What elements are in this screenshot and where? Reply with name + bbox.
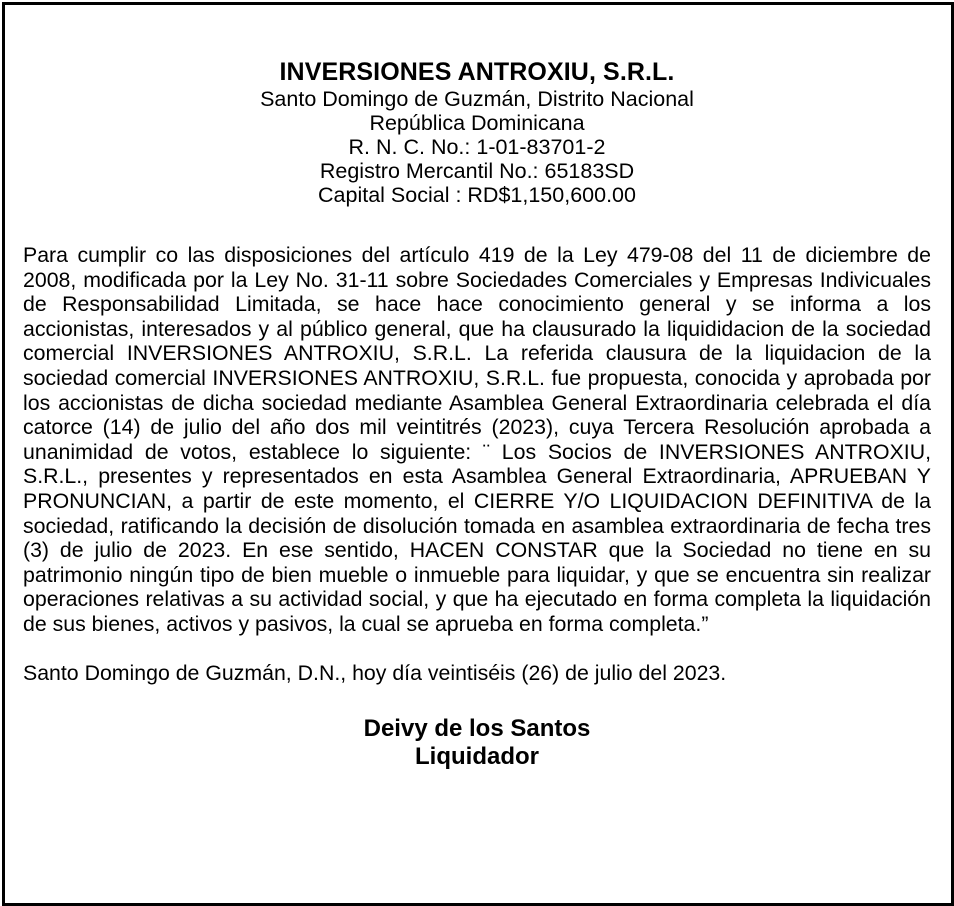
notice-date-line: Santo Domingo de Guzmán, D.N., hoy día veintiséis (26) de julio del 2023. — [23, 660, 727, 685]
notice-header — [23, 57, 931, 207]
company-country: República Dominicana — [369, 111, 585, 135]
notice-content — [23, 57, 931, 771]
company-rnc: R. N. C. No.: 1-01-83701-2 — [348, 135, 606, 159]
signer-name: Deivy de los Santos — [363, 715, 591, 743]
company-capital: Capital Social : RD$1,150,600.00 — [318, 183, 636, 207]
signer-title: Liquidador — [415, 743, 539, 771]
company-name: INVERSIONES ANTROXIU, S.R.L. — [279, 58, 675, 86]
signature-block — [23, 715, 931, 771]
company-registry: Registro Mercantil No.: 65183SD — [319, 159, 635, 183]
company-location: Santo Domingo de Guzmán, Distrito Nacional — [260, 87, 694, 111]
notice-body: Para cumplir co las disposiciones del artículo 419 de la Ley 479-08 del 11 de diciembre de 2008, modificada por la Ley No. 31-11 sobre Sociedades Comerciales y Empresas Indivicuales de Responsabilidad Limitada, se hace hace conocimiento general y se informa a los accionistas, interesados y al público general, que ha clausurado la liquididacion de la sociedad comercial INVERSIONES ANTROXIU, S.R.L. La referida clausura de la liquidacion de la sociedad comercial INVERSIONES ANTROXIU, S.R.L. fue propuesta, conocida y aprobada por los accionistas de dicha sociedad mediante Asamblea General Extraordinaria celebrada el día catorce (14) de julio del año dos mil veintitrés (2023), cuya Tercera Resolución aprobada a unanimidad de votos, establece lo siguiente: ¨ Los Socios de INVERSIONES ANTROXIU, S.R.L., presentes y representados en esta Asamblea General Extraordinaria, APRUEBAN Y PRONUNCIAN, a partir de este momento, el CIERRE Y/O LIQUIDACION DEFINITIVA de la sociedad, ratificando la decisión de disolución tomada en asamblea extraordinaria de fecha tres (3) de julio de 2023. En ese sentido, HACEN CONSTAR que la Sociedad no tiene en su patrimonio ningún tipo de bien mueble o inmueble para liquidar, y que se encuentra sin realizar operaciones relativas a su actividad social, y que ha ejecutado en forma completa la liquidación de sus bienes, activos y pasivos, la cual se aprueba en forma completa.” — [23, 243, 931, 636]
notice-frame — [2, 2, 954, 906]
